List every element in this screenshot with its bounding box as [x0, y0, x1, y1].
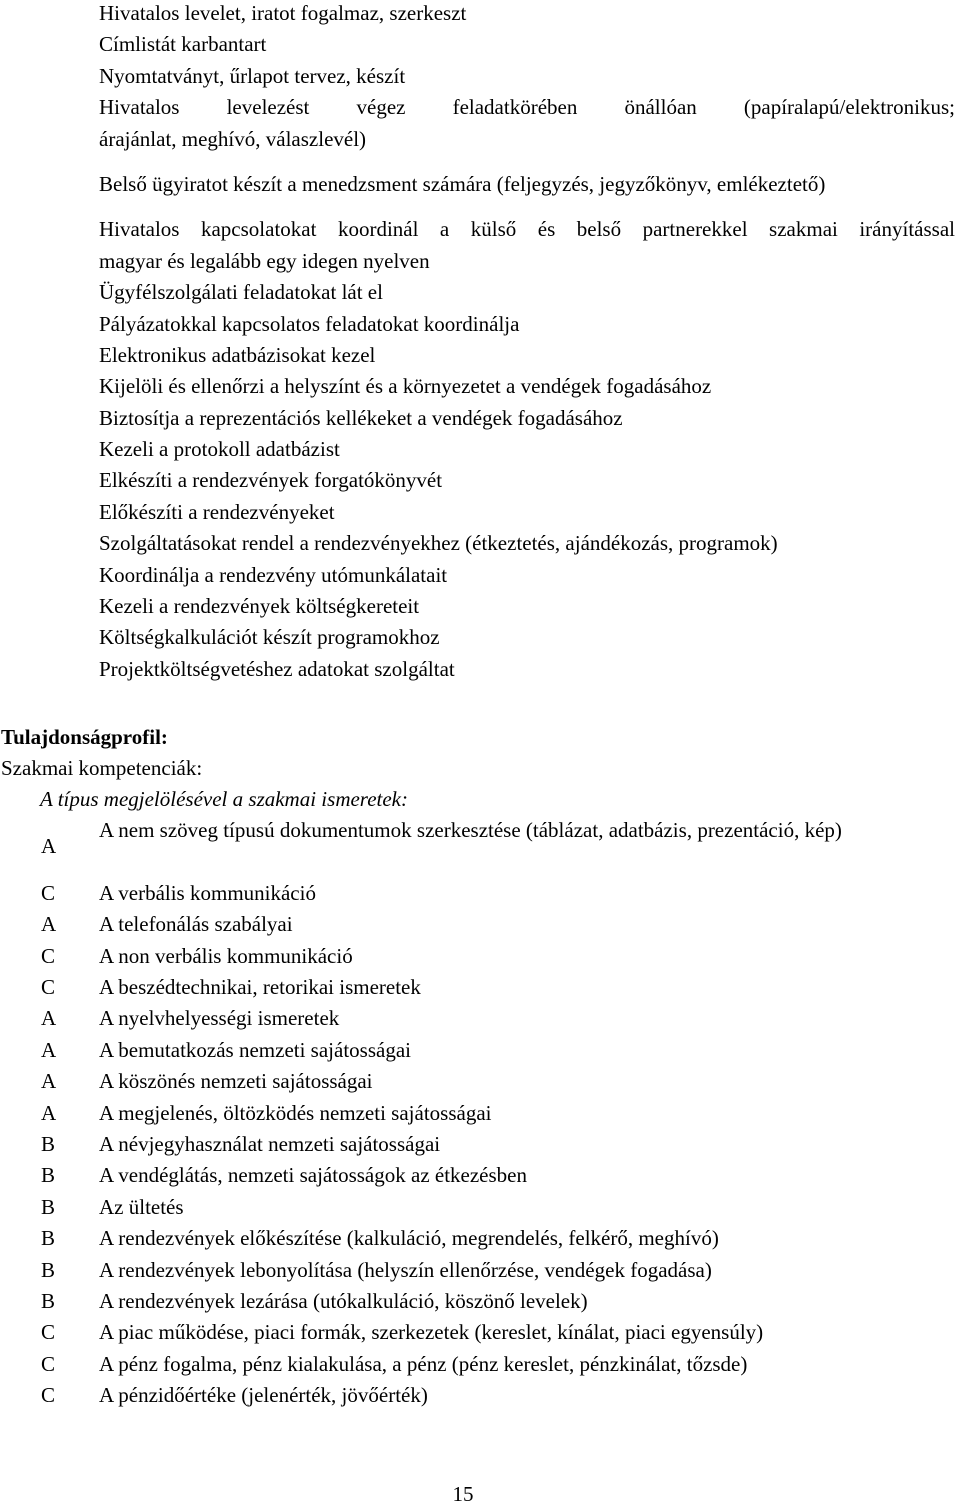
- knowledge-text: Az ültetés: [99, 1194, 184, 1219]
- task-line: Nyomtatványt, űrlapot tervez, készít: [99, 63, 406, 88]
- knowledge-row: [0, 909, 960, 940]
- knowledge-text: A non verbális kommunikáció: [99, 943, 353, 968]
- knowledge-row: [0, 1380, 960, 1411]
- task-line: Szolgáltatásokat rendel a rendezvényekhez (étkeztetés, ajándékozás, programok): [99, 531, 778, 556]
- knowledge-text: A megjelenés, öltözködés nemzeti sajátosságai: [99, 1100, 492, 1125]
- knowledge-text: A bemutatkozás nemzeti sajátosságai: [99, 1037, 411, 1062]
- knowledge-row: [0, 1192, 960, 1223]
- group-gap: [99, 200, 955, 214]
- knowledge-text: A köszönés nemzeti sajátosságai: [99, 1069, 373, 1094]
- task-line: Projektköltségvetéshez adatokat szolgáltat: [99, 656, 455, 681]
- knowledge-type-code: B: [41, 1163, 56, 1188]
- knowledge-type-code: B: [41, 1132, 56, 1157]
- knowledge-type-code: C: [41, 1383, 56, 1408]
- knowledge-type-code: B: [41, 1226, 56, 1251]
- knowledge-text: A pénzidőértéke (jelenérték, jövőérték): [99, 1383, 428, 1408]
- knowledge-row: [0, 1160, 960, 1191]
- task-line: árajánlat, meghívó, válaszlevél): [99, 126, 367, 151]
- knowledge-row: [0, 1286, 960, 1317]
- knowledge-type-code: A: [41, 834, 57, 858]
- knowledge-type-code: C: [41, 943, 56, 968]
- task-line: Hivatalos kapcsolatokat koordinál a külső és belső partnerekkel szakmai irányítással: [99, 217, 955, 242]
- knowledge-type-code: A: [41, 1100, 57, 1125]
- knowledge-text: A telefonálás szabályai: [99, 912, 293, 937]
- knowledge-text: A pénz fogalma, pénz kialakulása, a pénz (pénz kereslet, pénzkinálat, tőzsde): [99, 1351, 748, 1376]
- task-list: [99, 0, 955, 685]
- knowledge-row: [0, 1035, 960, 1066]
- task-line: Kezeli a rendezvények költségkereteit: [99, 594, 420, 619]
- knowledge-row: [0, 1349, 960, 1380]
- knowledge-row: [0, 941, 960, 972]
- task-line: Költségkalkulációt készít programokhoz: [99, 625, 440, 650]
- knowledge-text: A nem szöveg típusú dokumentumok szerkesztése (táblázat, adatbázis, prezentáció, kép): [99, 818, 842, 842]
- knowledge-type-code: C: [41, 1351, 56, 1376]
- knowledge-text: A nyelvhelyességi ismeretek: [99, 1006, 340, 1031]
- task-line: Hivatalos levelezést végez feladatkörében önállóan (papíralapú/elektronikus;: [99, 95, 955, 120]
- knowledge-type-code: C: [41, 975, 56, 1000]
- task-line: Ügyfélszolgálati feladatokat lát el: [99, 280, 383, 305]
- knowledge-text: A rendezvények előkészítése (kalkuláció, megrendelés, felkérő, meghívó): [99, 1226, 719, 1251]
- task-line: Elektronikus adatbázisokat kezel: [99, 342, 376, 367]
- knowledge-row: [0, 815, 960, 878]
- knowledge-text: A piac működése, piaci formák, szerkezetek (kereslet, kínálat, piaci egyensúly): [99, 1320, 764, 1345]
- knowledge-list: [0, 815, 960, 1412]
- knowledge-type-code: A: [41, 1069, 57, 1094]
- competencies-subheading: Szakmai kompetenciák:: [1, 756, 203, 780]
- knowledge-row: [0, 878, 960, 909]
- task-line: Hivatalos levelet, iratot fogalmaz, szerkeszt: [99, 1, 467, 25]
- task-line: Kijelöli és ellenőrzi a helyszínt és a környezetet a vendégek fogadásához: [99, 374, 712, 399]
- knowledge-row: [0, 1317, 960, 1348]
- task-line: Előkészíti a rendezvényeket: [99, 499, 335, 524]
- knowledge-row: [0, 1066, 960, 1097]
- knowledge-row: [0, 1129, 960, 1160]
- task-line: Kezeli a protokoll adatbázist: [99, 437, 340, 462]
- knowledge-row: [0, 1255, 960, 1286]
- knowledge-type-code: C: [41, 1320, 56, 1345]
- knowledge-text: A névjegyhasználat nemzeti sajátosságai: [99, 1132, 441, 1157]
- knowledge-type-code: A: [41, 912, 57, 937]
- knowledge-row: [0, 1003, 960, 1034]
- task-line: Koordinálja a rendezvény utómunkálatait: [99, 562, 448, 587]
- knowledge-text: A rendezvények lebonyolítása (helyszín ellenőrzése, vendégek fogadása): [99, 1257, 712, 1282]
- task-line: Biztosítja a reprezentációs kellékeket a vendégek fogadásához: [99, 405, 623, 430]
- group-gap: [99, 155, 955, 169]
- task-line: Címlistát karbantart: [99, 32, 267, 57]
- task-line: Pályázatokkal kapcsolatos feladatokat koordinálja: [99, 311, 520, 336]
- knowledge-text: A vendéglátás, nemzeti sajátosságok az étkezésben: [99, 1163, 527, 1188]
- knowledge-row: [0, 1098, 960, 1129]
- task-line: magyar és legalább egy idegen nyelven: [99, 248, 430, 273]
- knowledge-row: [0, 972, 960, 1003]
- knowledge-type-code: C: [41, 880, 56, 905]
- knowledge-text: A rendezvények lezárása (utókalkuláció, köszönő levelek): [99, 1289, 588, 1314]
- task-line: Elkészíti a rendezvények forgatókönyvét: [99, 468, 443, 493]
- knowledge-type-code: B: [41, 1194, 56, 1219]
- knowledge-type-hint: A típus megjelölésével a szakmai ismeretek:: [40, 787, 408, 811]
- page-number: 15: [452, 1482, 474, 1506]
- knowledge-type-code: A: [41, 1037, 57, 1062]
- knowledge-type-code: B: [41, 1289, 56, 1314]
- profile-heading: Tulajdonságprofil:: [1, 725, 168, 749]
- knowledge-text: A beszédtechnikai, retorikai ismeretek: [99, 975, 421, 1000]
- knowledge-row: [0, 1223, 960, 1254]
- knowledge-type-code: A: [41, 1006, 57, 1031]
- task-line: Belső ügyiratot készít a menedzsment számára (feljegyzés, jegyzőkönyv, emlékeztető): [99, 171, 826, 196]
- knowledge-type-code: B: [41, 1257, 56, 1282]
- knowledge-text: A verbális kommunikáció: [99, 880, 316, 905]
